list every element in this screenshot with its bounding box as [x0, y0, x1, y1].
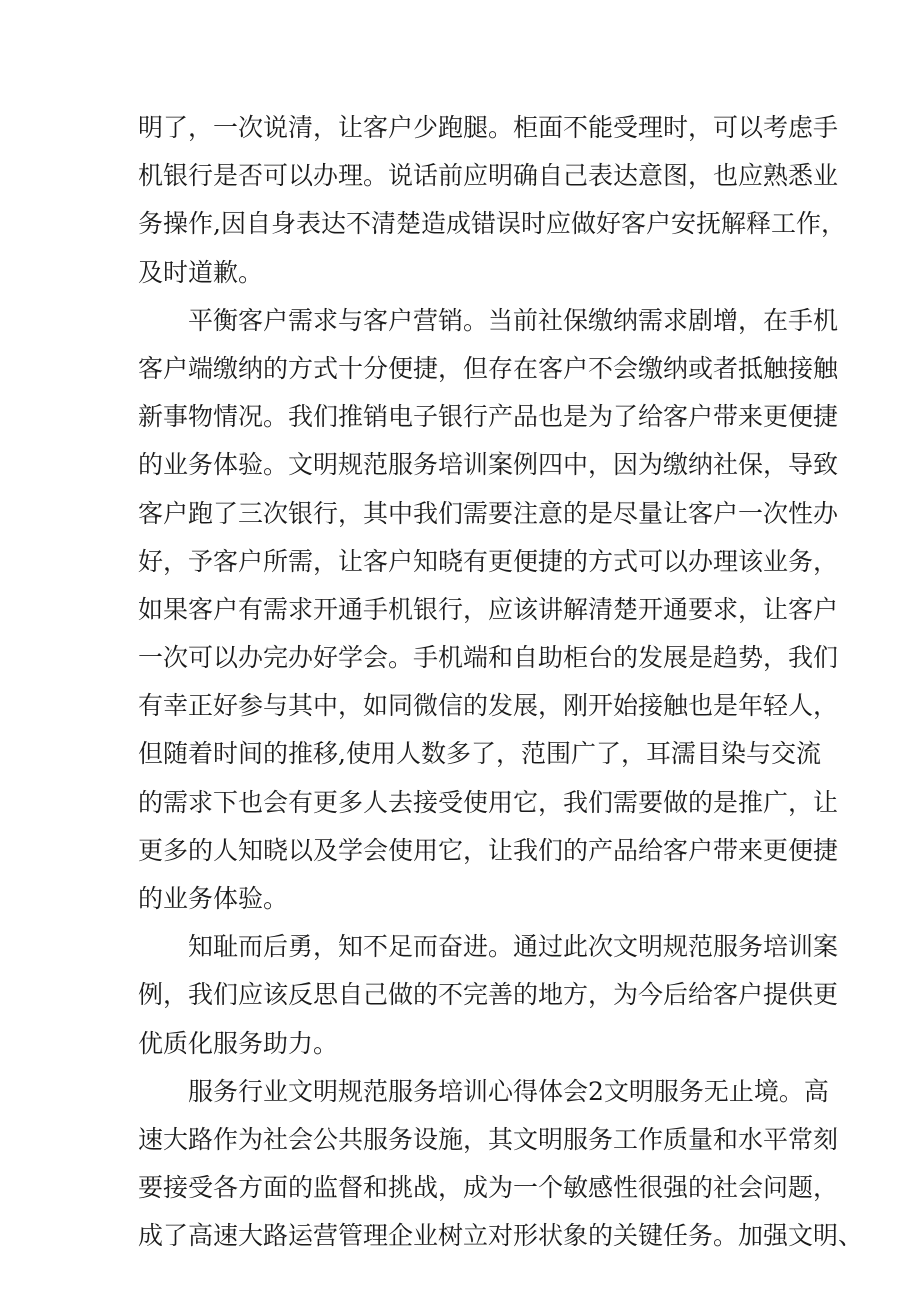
text-line: 及时道歉。 — [138, 257, 264, 287]
text-line: 例，我们应该反思自己做的不完善的地方，为今后给客户提供更 — [138, 980, 839, 1010]
document-body — [138, 104, 864, 1261]
text-line: 新事物情况。我们推销电子银行产品也是为了给客户带来更便捷 — [138, 402, 839, 432]
text-line: 明了，一次说清，让客户少跑腿。柜面不能受理时，可以考虑手 — [138, 113, 839, 142]
text-line: 更多的人知晓以及学会使用它，让我们的产品给客户带来更便捷 — [138, 835, 839, 865]
text-line: 一次可以办完办好学会。手机端和自助柜台的发展是趋势，我们 — [138, 643, 839, 673]
text-line: 速大路作为社会公共服务设施，其文明服务工作质量和水平常刻 — [138, 1124, 839, 1154]
paragraph-first-line: 知耻而后勇，知不足而奋进。通过此次文明规范服务培训案 — [188, 932, 839, 962]
text-line: 的业务体验。文明规范服务培训案例四中，因为缴纳社保，导致 — [138, 450, 839, 480]
text-line: 的需求下也会有更多人去接受使用它，我们需要做的是推广，让 — [138, 787, 839, 817]
text-line: 成了高速大路运营管理企业树立对形状象的关键任务。加强文明、 — [138, 1221, 864, 1251]
text-line: 机银行是否可以办理。说话前应明确自己表达意图，也应熟悉业 — [138, 161, 839, 191]
text-line: 客户跑了三次银行，其中我们需要注意的是尽量让客户一次性办 — [138, 498, 839, 528]
text-line: 的业务体验。 — [138, 884, 289, 913]
text-line: 务操作,因自身表达不清楚造成错误时应做好客户安抚解释工作， — [138, 209, 846, 239]
paragraph-first-line: 平衡客户需求与客户营销。当前社保缴纳需求剧增，在手机 — [188, 305, 839, 335]
text-line: 要接受各方面的监督和挑战，成为一个敏感性很强的社会问题， — [138, 1173, 839, 1203]
text-line: 有幸正好参与其中，如同微信的发展，刚开始接触也是年轻人， — [138, 691, 839, 721]
text-line: 如果客户有需求开通手机银行，应该讲解清楚开通要求，让客户 — [138, 594, 839, 624]
text-line: 但随着时间的推移,使用人数多了，范围广了，耳濡目染与交流 — [138, 739, 821, 769]
paragraph-first-line: 服务行业文明规范服务培训心得体会2文明服务无止境。高 — [188, 1076, 829, 1106]
text-line: 优质化服务助力。 — [138, 1028, 339, 1058]
text-line: 好，予客户所需，让客户知晓有更便捷的方式可以办理该业务， — [138, 546, 839, 576]
text-line: 客户端缴纳的方式十分便捷，但存在客户不会缴纳或者抵触接触 — [138, 353, 839, 383]
